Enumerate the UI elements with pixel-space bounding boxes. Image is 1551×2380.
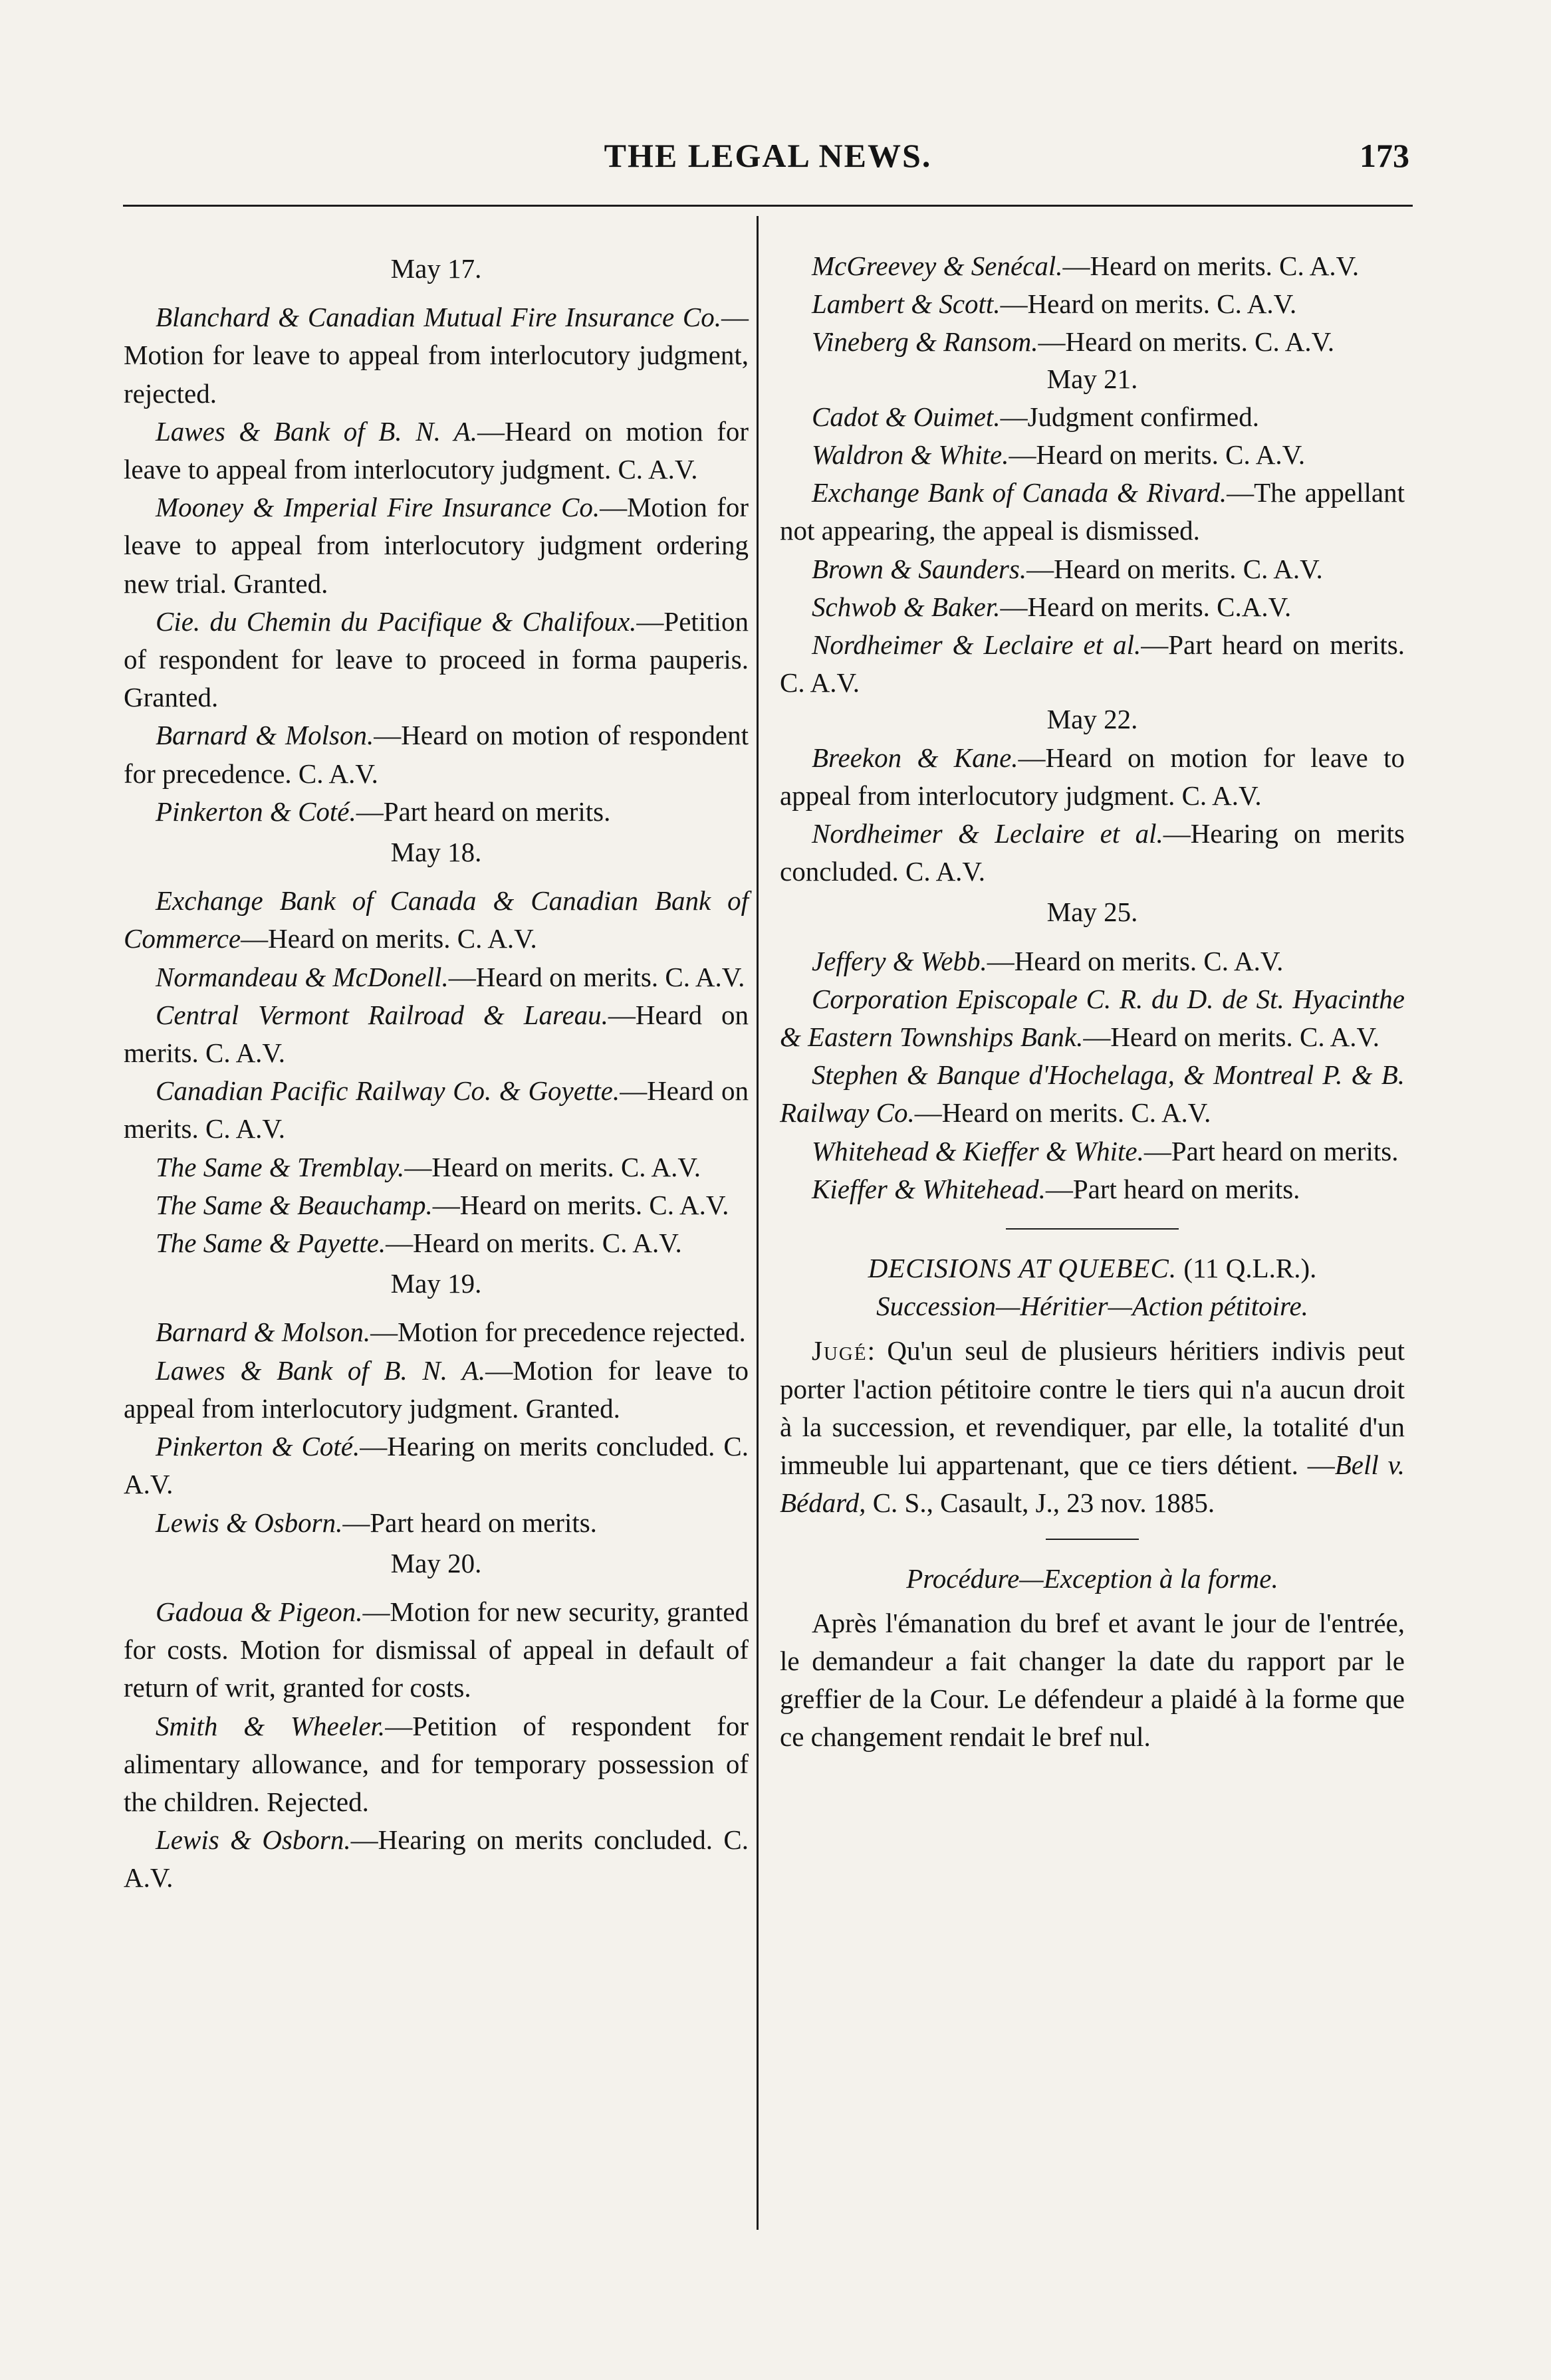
case-name: Barnard & Molson. [156, 720, 374, 751]
case-text: —Heard on motion for leave to appeal from interlocutory judgment. C. A.V. [780, 742, 1405, 811]
case-entry [124, 488, 749, 603]
case-text: —Heard on merits. C. A.V. [124, 1075, 749, 1144]
case-entry [780, 626, 1405, 702]
case-entry [124, 1593, 749, 1707]
case-entry [780, 285, 1405, 323]
case-entry [124, 996, 749, 1072]
case-entry [124, 298, 749, 413]
case-text: —Hearing on merits concluded. C. A.V. [124, 1824, 749, 1893]
case-text: —Heard on merits. C. A.V. [1038, 326, 1335, 358]
case-text: —Hearing on merits concluded. C. A.V. [124, 1431, 749, 1500]
case-name: Smith & Wheeler. [156, 1710, 386, 1741]
case-entry [124, 1707, 749, 1822]
case-name: Waldron & White. [812, 439, 1009, 471]
case-text: —Part heard on merits. [356, 796, 611, 827]
case-text: —Part heard on merits. [342, 1507, 597, 1538]
case-text: —Heard on merits. C. A.V. [1062, 251, 1360, 281]
case-entry [780, 323, 1405, 361]
case-name: McGreevey & Senécal. [812, 251, 1063, 281]
decision-body: Après l'émanation du bref et avant le jour de l'entrée, le demandeur a fait changer la date du rapport par le greffier de la Cour. Le défendeur a plaidé à la forme que ce changement rendait le bref nul. [780, 1607, 1405, 1753]
case-text: —Heard on merits. C. A.V. [987, 945, 1284, 976]
case-text: —Judgment confirmed. [1000, 401, 1259, 432]
case-name: Schwob & Baker. [812, 591, 1001, 622]
case-name: Stephen & Banque d'Hochelaga, & Montreal P. & B. Railway Co. [780, 1059, 1405, 1129]
case-name: Canadian Pacific Railway Co. & Goyette. [156, 1075, 620, 1107]
case-entry [124, 1821, 749, 1897]
decision-body: : Qu'un seul de plusieurs héritiers indivis peut porter l'action pétitoire contre le tiers qui n'a aucun droit à la succession, et revendiquer, par elle, la totalité d'un immeuble lui appartenant, que ce tiers détient. — [780, 1335, 1405, 1481]
case-name: Pinkerton & Coté. [156, 796, 356, 827]
decision-citation: C. S., Casault, J., 23 nov. 1885. [866, 1487, 1215, 1519]
column-divider [757, 216, 759, 2230]
case-entry [780, 550, 1405, 588]
case-text: —Heard on merits. C. A.V. [448, 961, 745, 992]
case-entry [780, 474, 1405, 550]
date-heading: May 18. [390, 837, 482, 868]
case-name: Lawes & Bank of B. N. A. [156, 415, 477, 447]
header-rule [123, 205, 1413, 207]
case-text: —Part heard on merits. [1143, 1135, 1399, 1166]
case-name: Mooney & Imperial Fire Insurance Co. [156, 492, 600, 523]
case-text: —Motion for leave to appeal from interlocutory judgment ordering new trial. Granted. [124, 492, 749, 599]
section-rule [1006, 1228, 1179, 1230]
page-header [126, 136, 1409, 183]
case-text: —Heard on merits. C. A.V. [914, 1097, 1211, 1129]
left-column [124, 247, 749, 1897]
case-text: —Heard on merits. C. A.V. [386, 1228, 682, 1259]
case-entry [780, 1133, 1405, 1170]
subsection-heading: Succession—Héritier—Action pétitoire. [876, 1291, 1308, 1322]
case-entry [124, 1224, 749, 1262]
page-number: 173 [1360, 137, 1409, 174]
case-name: Vineberg & Ransom. [812, 326, 1038, 358]
case-entry [124, 958, 749, 996]
case-name: Whitehead & Kieffer & White. [812, 1135, 1144, 1166]
case-name: Barnard & Molson. [156, 1317, 371, 1348]
case-text: —The appellant not appearing, the appeal is dismissed. [780, 477, 1405, 546]
case-text: —Part heard on merits. [1045, 1173, 1300, 1204]
case-name: Gadoua & Pigeon. [156, 1596, 363, 1627]
case-text: —Heard on merits. C. A.V. [404, 1151, 701, 1182]
case-entry [780, 398, 1405, 436]
case-entry [124, 1186, 749, 1224]
case-entry [780, 815, 1405, 891]
case-name: Lewis & Osborn. [156, 1507, 343, 1538]
case-entry [124, 1148, 749, 1186]
subsection-rule [1046, 1539, 1139, 1540]
case-entry [780, 1056, 1405, 1132]
case-name: The Same & Beauchamp. [156, 1189, 433, 1220]
case-entry [124, 1313, 749, 1351]
date-heading: May 25. [1046, 897, 1138, 928]
subsection-heading: Procédure—Exception à la forme. [906, 1563, 1278, 1594]
case-entry [124, 1072, 749, 1148]
case-name: Brown & Saunders. [812, 553, 1027, 584]
case-text: —Heard on merits. C. A.V. [1026, 553, 1323, 584]
decision-citation-case: Bell v. Bédard, [780, 1450, 1405, 1519]
case-entry [780, 980, 1405, 1056]
case-name: The Same & Payette. [156, 1228, 386, 1259]
case-text: —Heard on merits. C. A.V. [1000, 288, 1297, 320]
case-name: Jeffery & Webb. [812, 945, 987, 976]
decision-paragraph [780, 1604, 1405, 1757]
date-heading: May 17. [390, 253, 482, 284]
running-title: THE LEGAL NEWS. [604, 137, 932, 174]
case-name: Nordheimer & Leclaire et al. [812, 818, 1163, 849]
case-name: Central Vermont Railroad & Lareau. [156, 999, 608, 1030]
case-entry [124, 603, 749, 717]
section-title [780, 1249, 1405, 1287]
case-name: Cadot & Ouimet. [812, 401, 1001, 432]
case-text: —Heard on merits. C.A.V. [1000, 591, 1292, 622]
case-name: Breekon & Kane. [812, 742, 1018, 773]
case-text: —Motion for precedence rejected. [370, 1317, 746, 1348]
case-text: —Heard on merits. C. A.V. [124, 999, 749, 1069]
case-name: Kieffer & Whitehead. [812, 1173, 1046, 1204]
case-text: —Petition of respondent for alimentary allowance, and for temporary possession of the children. Rejected. [124, 1710, 749, 1817]
date-heading: May 19. [390, 1268, 482, 1299]
right-column [780, 247, 1405, 1757]
case-text: —Heard on merits. C. A.V. [432, 1189, 729, 1220]
date-heading: May 20. [390, 1547, 482, 1578]
case-entry [780, 588, 1405, 626]
case-name: Lewis & Osborn. [156, 1824, 351, 1856]
case-name: Lambert & Scott. [812, 288, 1001, 320]
case-name: Lawes & Bank of B. N. A. [156, 1354, 486, 1386]
case-entry [780, 739, 1405, 815]
case-text: —Motion for new security, granted for costs. Motion for dismissal of appeal in default of return of writ, granted for costs. [124, 1596, 749, 1703]
case-text: —Heard on merits. C. A.V. [1009, 439, 1306, 471]
case-text: —Heard on merits. C. A.V. [1083, 1022, 1380, 1053]
case-entry [780, 1170, 1405, 1208]
case-text: —Part heard on merits. C. A.V. [780, 629, 1405, 699]
case-entry [124, 716, 749, 792]
decision-paragraph [780, 1332, 1405, 1522]
case-name: Exchange Bank of Canada & Canadian Bank of Commerce [124, 885, 749, 954]
case-name: Pinkerton & Coté. [156, 1431, 360, 1462]
case-name: Nordheimer & Leclaire et al. [812, 629, 1141, 661]
case-name: Corporation Episcopale C. R. du D. de St. Hyacinthe & Eastern Townships Bank. [780, 983, 1405, 1053]
case-name: Exchange Bank of Canada & Rivard. [812, 477, 1227, 508]
case-text: —Heard on motion for leave to appeal from interlocutory judgment. C. A.V. [124, 415, 749, 485]
decision-lead: Jugé [812, 1335, 868, 1366]
section-title-text: DECISIONS AT QUEBEC. [868, 1253, 1177, 1284]
case-name: Normandeau & McDonell. [156, 961, 449, 992]
case-entry [780, 436, 1405, 474]
case-name: Blanchard & Canadian Mutual Fire Insurance Co. [156, 302, 721, 333]
case-entry [124, 413, 749, 488]
case-text: —Motion for leave to appeal from interlocutory judgment. Granted. [124, 1354, 749, 1424]
case-entry [124, 1504, 749, 1542]
case-entry [124, 1428, 749, 1503]
case-entry [780, 942, 1405, 980]
case-entry [780, 247, 1405, 285]
case-entry [124, 1352, 749, 1428]
date-heading: May 22. [1046, 704, 1138, 735]
case-text: —Heard on motion of respondent for precedence. C. A.V. [124, 720, 749, 789]
case-entry [124, 793, 749, 831]
case-entry [124, 882, 749, 958]
date-heading: May 21. [1046, 363, 1138, 394]
case-name: The Same & Tremblay. [156, 1151, 405, 1182]
case-text: —Motion for leave to appeal from interlocutory judgment, rejected. [124, 302, 749, 409]
case-text: —Petition of respondent for leave to proceed in forma pauperis. Granted. [124, 605, 749, 713]
section-citation: (11 Q.L.R.). [1183, 1253, 1317, 1284]
case-name: Cie. du Chemin du Pacifique & Chalifoux. [156, 605, 637, 637]
case-text: —Hearing on merits concluded. C. A.V. [780, 818, 1405, 887]
case-text: —Heard on merits. C. A.V. [241, 923, 537, 954]
